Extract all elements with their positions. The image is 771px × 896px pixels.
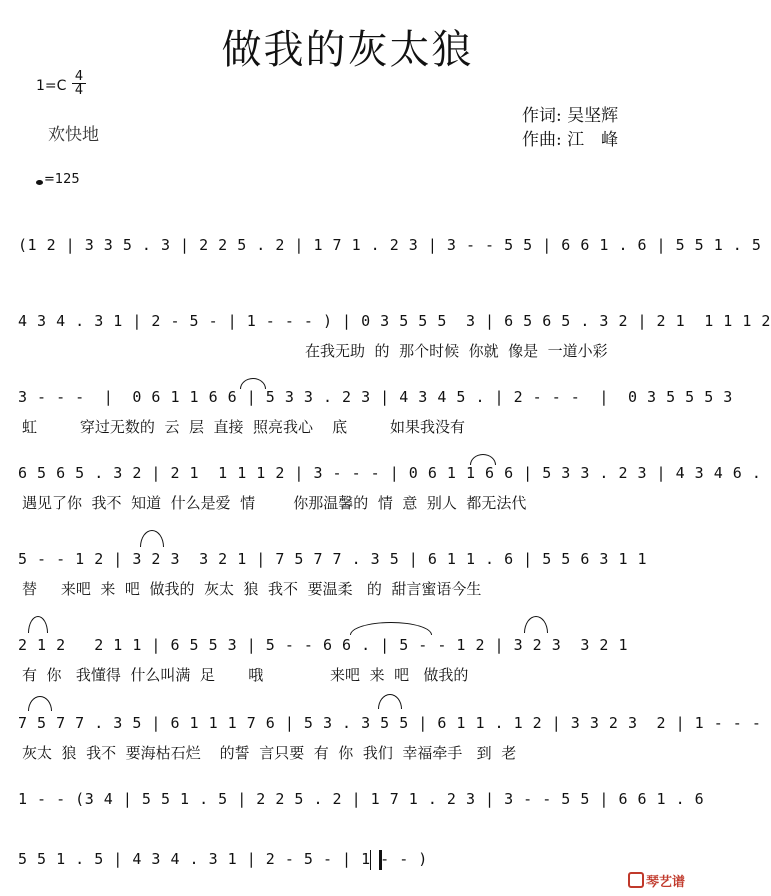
tie-mark [350, 622, 432, 635]
logo-icon [628, 872, 644, 888]
final-barline [370, 850, 382, 870]
slur-mark [378, 694, 402, 709]
key-signature: 1=C [36, 78, 67, 94]
slur-mark [470, 454, 496, 465]
site-logo [628, 871, 685, 890]
metronome-mark [36, 172, 80, 187]
time-numerator: 4 [72, 70, 86, 84]
lyricist: 作词: 吴坚辉 [522, 106, 619, 126]
tempo-marking: 欢快地 [48, 125, 99, 145]
bpm-value: =125 [44, 172, 80, 187]
score-row-1-notes: (1 2 | 3 3 5 . 3 | 2 2 5 . 2 | 1 7 1 . 2 3 | 3 - - 5 5 | 6 6 1 . 6 | 5 5 1 . 5 [18, 236, 762, 254]
slur-mark [524, 616, 548, 633]
score-row-3-lyrics: 虹 穿过无数的 云 层 直接 照亮我心 底 如果我没有 [22, 418, 466, 436]
score-row-2-notes: 4 3 4 . 3 1 | 2 - 5 - | 1 - - - ) | 0 3 5 5 5 3 | 6 5 6 5 . 3 2 | 2 1 1 1 1 2 [18, 312, 771, 330]
score-row-6-lyrics: 有 你 我懂得 什么叫满 足 哦 来吧 来 吧 做我的 [22, 666, 469, 684]
score-row-4-notes: 6 5 6 5 . 3 2 | 2 1 1 1 1 2 | 3 - - - | 0 6 1 1 6 6 | 5 3 3 . 2 3 | 4 3 4 6 . [18, 464, 762, 482]
score-row-4-lyrics: 遇见了你 我不 知道 什么是爱 情 你那温馨的 情 意 别人 都无法代 [22, 494, 527, 512]
quarter-note-icon [36, 180, 43, 185]
slur-mark [140, 530, 164, 547]
score-row-7-notes: 7 5 7 7 . 3 5 | 6 1 1 1 7 6 | 5 3 . 3 5 5 | 6 1 1 . 1 2 | 3 3 2 3 2 | 1 - - - [18, 714, 762, 732]
logo-text: 琴艺谱 [645, 875, 685, 890]
credits [522, 104, 618, 152]
score-row-2-lyrics: 在我无助 的 那个时候 你就 像是 一道小彩 [305, 342, 608, 360]
score-row-6-notes: 2 1 2 2 1 1 | 6 5 5 3 | 5 - - 6 6 . | 5 - - 1 2 | 3 2 3 3 2 1 [18, 636, 628, 654]
score-row-3-notes: 3 - - - | 0 6 1 1 6 6 | 5 3 3 . 2 3 | 4 3 4 5 . | 2 - - - | 0 3 5 5 5 3 [18, 388, 733, 406]
score-row-5-lyrics: 替 来吧 来 吧 做我的 灰太 狼 我不 要温柔 的 甜言蜜语今生 [22, 580, 482, 598]
slur-mark [28, 696, 52, 711]
score-row-5-notes: 5 - - 1 2 | 3 2 3 3 2 1 | 7 5 7 7 . 3 5 | 6 1 1 . 6 | 5 5 6 3 1 1 [18, 550, 648, 568]
score-row-8-notes: 1 - - (3 4 | 5 5 1 . 5 | 2 2 5 . 2 | 1 7 1 . 2 3 | 3 - - 5 5 | 6 6 1 . 6 [18, 790, 705, 808]
slur-mark [240, 378, 266, 389]
time-signature [72, 70, 86, 97]
time-denominator: 4 [74, 83, 84, 98]
slur-mark [28, 616, 48, 633]
song-title: 做我的灰太狼 [221, 27, 474, 73]
composer: 作曲: 江 峰 [522, 130, 619, 150]
score-row-7-lyrics: 灰太 狼 我不 要海枯石烂 的誓 言只要 有 你 我们 幸福牵手 到 老 [22, 744, 517, 762]
score-row-9-notes: 5 5 1 . 5 | 4 3 4 . 3 1 | 2 - 5 - | 1 - - ) [18, 850, 428, 868]
